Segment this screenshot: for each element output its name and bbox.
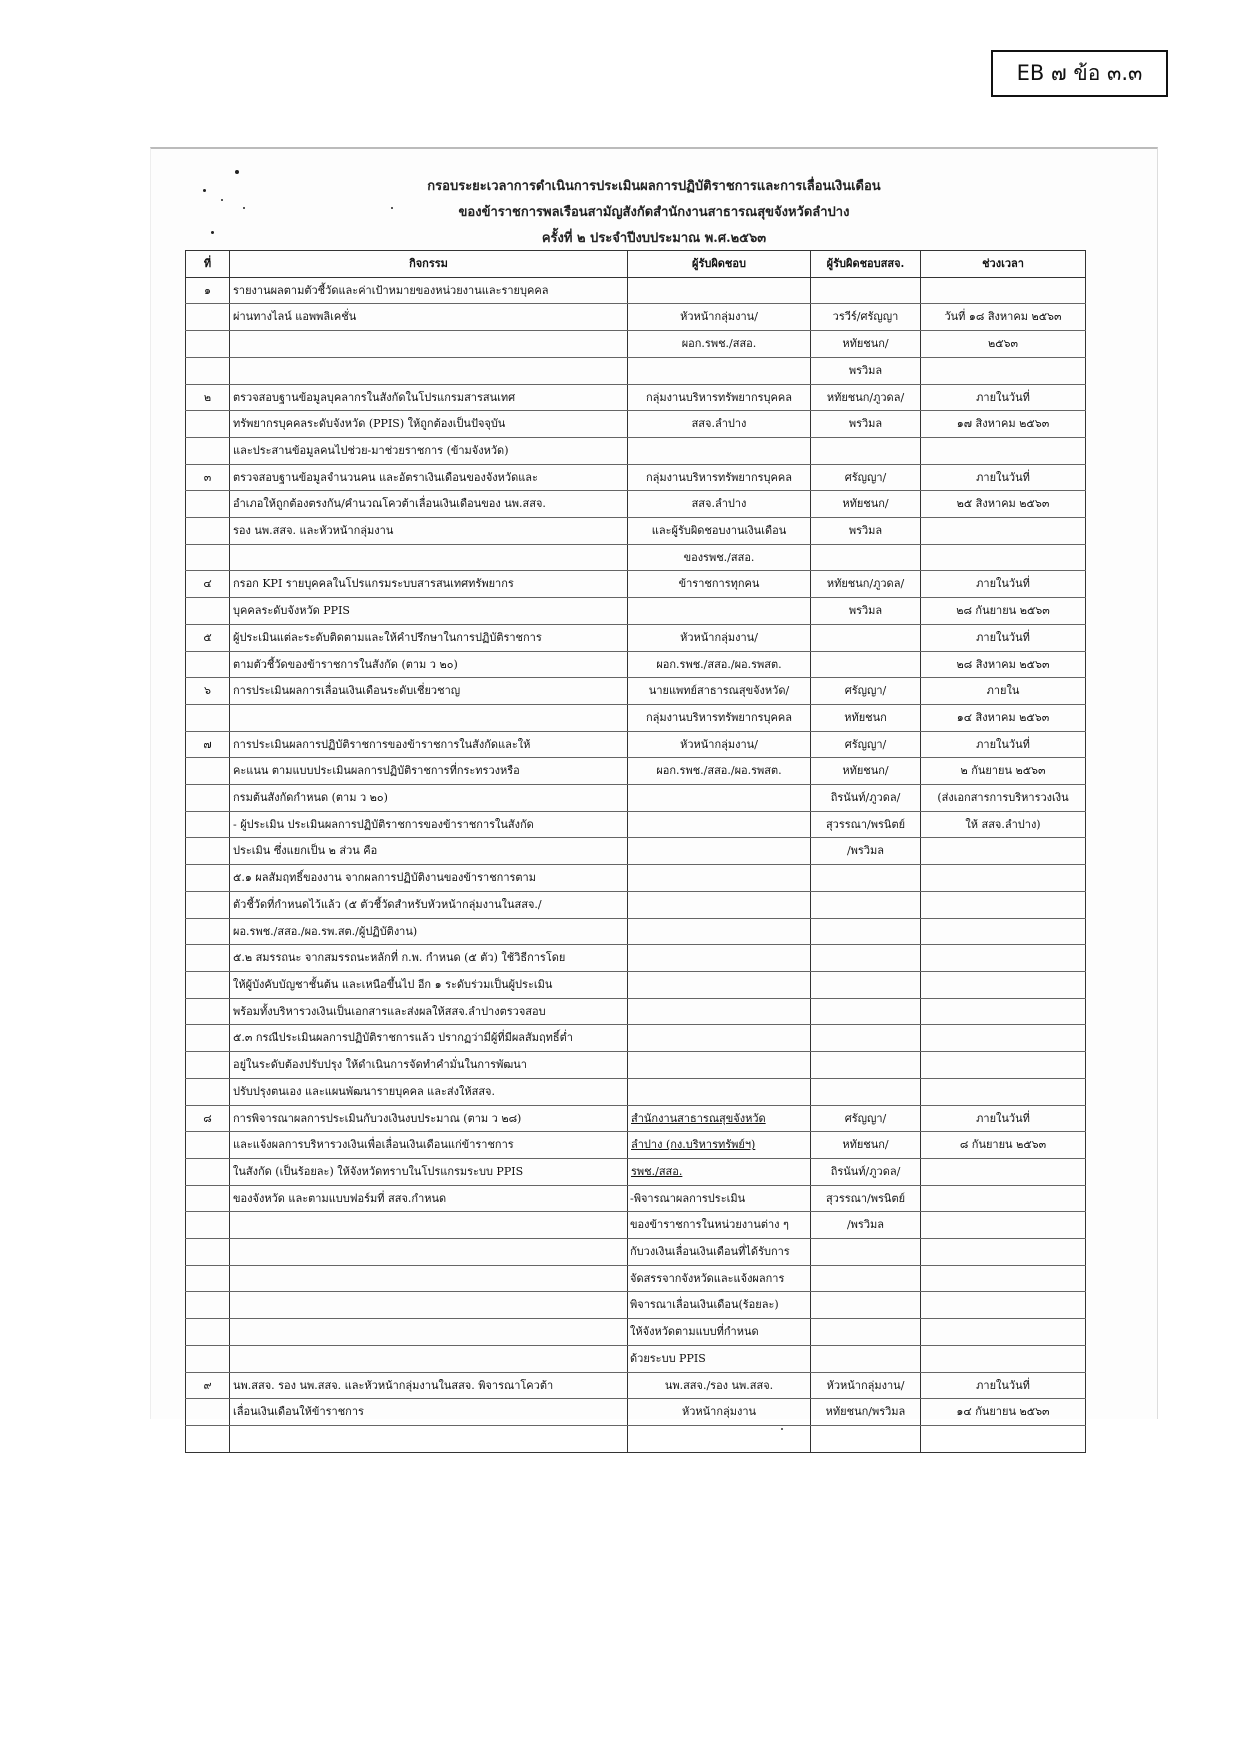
cell-activity: พร้อมทั้งบริหารวงเงินเป็นเอกสารและส่งผลให้สสจ.ลำปางตรวจสอบ bbox=[230, 998, 628, 1025]
cell-activity: รอง นพ.สสจ. และหัวหน้ากลุ่มงาน bbox=[230, 518, 628, 545]
cell-responsible: ผอก.รพช./สสอ./ผอ.รพสต. bbox=[628, 651, 811, 678]
cell-period bbox=[921, 1025, 1086, 1052]
cell-responsible: หัวหน้ากลุ่มงาน/ bbox=[628, 731, 811, 758]
cell-responsible-office: ศรัญญา/ bbox=[811, 1105, 921, 1132]
cell-activity bbox=[230, 331, 628, 358]
cell-period: ๑๔ กันยายน ๒๕๖๓ bbox=[921, 1399, 1086, 1426]
table-row bbox=[186, 1345, 1086, 1372]
cell-responsible-office bbox=[811, 1078, 921, 1105]
cell-no bbox=[186, 1345, 230, 1372]
table-row bbox=[186, 571, 1086, 598]
table-row bbox=[186, 491, 1086, 518]
cell-period: ภายในวันที่ bbox=[921, 1105, 1086, 1132]
table-row bbox=[186, 1292, 1086, 1319]
cell-activity: อำเภอให้ถูกต้องตรงกัน/คำนวณโควต้าเลื่อนเงินเดือนของ นพ.สสจ. bbox=[230, 491, 628, 518]
scan-speck bbox=[243, 207, 245, 209]
cell-period bbox=[921, 1319, 1086, 1346]
cell-activity: และแจ้งผลการบริหารวงเงินเพื่อเลื่อนเงินเดือนแก่ข้าราชการ bbox=[230, 1132, 628, 1159]
table-row bbox=[186, 945, 1086, 972]
cell-responsible-office: สุวรรณา/พรนิตย์ bbox=[811, 1185, 921, 1212]
cell-no bbox=[186, 865, 230, 892]
table-row bbox=[186, 1372, 1086, 1399]
cell-responsible-office: หทัยชนก/ bbox=[811, 331, 921, 358]
cell-responsible-office bbox=[811, 865, 921, 892]
cell-activity: ผ่านทางไลน์ แอพพลิเคชั่น bbox=[230, 304, 628, 331]
table-row bbox=[186, 1239, 1086, 1266]
cell-responsible-office: พรวิมล bbox=[811, 411, 921, 438]
cell-responsible: ลำปาง (กง.บริหารทรัพย์ฯ) bbox=[628, 1132, 811, 1159]
cell-activity: ตรวจสอบฐานข้อมูลบุคลากรในสังกัดในโปรแกรมสารสนเทศ bbox=[230, 384, 628, 411]
cell-responsible: หัวหน้ากลุ่มงาน/ bbox=[628, 624, 811, 651]
cell-activity: ให้ผู้บังคับบัญชาชั้นต้น และเหนือขึ้นไป อีก ๑ ระดับร่วมเป็นผู้ประเมิน bbox=[230, 971, 628, 998]
cell-no bbox=[186, 1265, 230, 1292]
cell-responsible-office bbox=[811, 437, 921, 464]
cell-responsible-office bbox=[811, 651, 921, 678]
cell-period: ๒๘ กันยายน ๒๕๖๓ bbox=[921, 598, 1086, 625]
document-code-label: EB ๗ ข้อ ๓.๓ bbox=[1016, 61, 1143, 85]
cell-responsible-office bbox=[811, 1345, 921, 1372]
scan-speck bbox=[391, 207, 393, 209]
cell-responsible-office: ศรัญญา/ bbox=[811, 464, 921, 491]
table-row bbox=[186, 1399, 1086, 1426]
cell-activity bbox=[230, 1319, 628, 1346]
table-row bbox=[186, 731, 1086, 758]
scan-dot bbox=[781, 1428, 783, 1430]
title-line-3: ครั้งที่ ๒ ประจำปีงบประมาณ พ.ศ.๒๕๖๓ bbox=[541, 231, 767, 246]
cell-responsible: ของข้าราชการในหน่วยงานต่าง ๆ bbox=[628, 1212, 811, 1239]
cell-responsible: หัวหน้ากลุ่มงาน bbox=[628, 1399, 811, 1426]
cell-responsible: ด้วยระบบ PPIS bbox=[628, 1345, 811, 1372]
cell-responsible-office bbox=[811, 1025, 921, 1052]
table-row bbox=[186, 1025, 1086, 1052]
cell-no bbox=[186, 598, 230, 625]
cell-period: ๑๔ สิงหาคม ๒๕๖๓ bbox=[921, 704, 1086, 731]
cell-period: ภายในวันที่ bbox=[921, 464, 1086, 491]
scan-speck bbox=[221, 199, 223, 201]
cell-activity: กรอก KPI รายบุคคลในโปรแกรมระบบสารสนเทศทรัพยากร bbox=[230, 571, 628, 598]
cell-activity: การประเมินผลการปฏิบัติราชการของข้าราชการในสังกัดและให้ bbox=[230, 731, 628, 758]
cell-no bbox=[186, 491, 230, 518]
cell-activity: ประเมิน ซึ่งแยกเป็น ๒ ส่วน คือ bbox=[230, 838, 628, 865]
cell-period bbox=[921, 277, 1086, 304]
cell-responsible bbox=[628, 998, 811, 1025]
cell-no bbox=[186, 518, 230, 545]
col-header-period: ช่วงเวลา bbox=[921, 251, 1086, 278]
cell-responsible: ผอก.รพช./สสอ./ผอ.รพสต. bbox=[628, 758, 811, 785]
cell-responsible-office: หทัยชนก/ภูวดล/ bbox=[811, 571, 921, 598]
table-row bbox=[186, 971, 1086, 998]
cell-responsible: สำนักงานสาธารณสุขจังหวัด bbox=[628, 1105, 811, 1132]
cell-responsible-office: ศรัญญา/ bbox=[811, 731, 921, 758]
cell-no bbox=[186, 971, 230, 998]
cell-activity bbox=[230, 357, 628, 384]
table-row bbox=[186, 918, 1086, 945]
title-line-1: กรอบระยะเวลาการดำเนินการประเมินผลการปฏิบัติราชการและการเลื่อนเงินเดือน bbox=[427, 179, 881, 194]
cell-no bbox=[186, 1319, 230, 1346]
cell-period bbox=[921, 437, 1086, 464]
cell-no: ๒ bbox=[186, 384, 230, 411]
cell-activity: ปรับปรุงตนเอง และแผนพัฒนารายบุคคล และส่งให้สสจ. bbox=[230, 1078, 628, 1105]
cell-responsible-office bbox=[811, 277, 921, 304]
cell-activity: - ผู้ประเมิน ประเมินผลการปฏิบัติราชการของข้าราชการในสังกัด bbox=[230, 811, 628, 838]
cell-responsible-office: หทัยชนก bbox=[811, 704, 921, 731]
cell-responsible bbox=[628, 971, 811, 998]
cell-period bbox=[921, 1212, 1086, 1239]
cell-no bbox=[186, 1078, 230, 1105]
cell-no bbox=[186, 838, 230, 865]
cell-responsible bbox=[628, 918, 811, 945]
cell-period bbox=[921, 544, 1086, 571]
table-body bbox=[186, 277, 1086, 1452]
cell-period: ๒ กันยายน ๒๕๖๓ bbox=[921, 758, 1086, 785]
scan-speck bbox=[235, 170, 239, 174]
table-row bbox=[186, 1158, 1086, 1185]
cell-no bbox=[186, 785, 230, 812]
cell-period: (ส่งเอกสารการบริหารวงเงิน bbox=[921, 785, 1086, 812]
cell-responsible-office bbox=[811, 1319, 921, 1346]
cell-no bbox=[186, 811, 230, 838]
table-row bbox=[186, 651, 1086, 678]
cell-period: ๒๕ สิงหาคม ๒๕๖๓ bbox=[921, 491, 1086, 518]
cell-responsible bbox=[628, 1078, 811, 1105]
cell-activity bbox=[230, 1345, 628, 1372]
cell-no bbox=[186, 1185, 230, 1212]
cell-responsible-office: วรวีร์/ศรัญญา bbox=[811, 304, 921, 331]
cell-responsible bbox=[628, 1025, 811, 1052]
cell-period bbox=[921, 518, 1086, 545]
table-header-row bbox=[186, 251, 1086, 278]
cell-responsible-office: หัวหน้ากลุ่มงาน/ bbox=[811, 1372, 921, 1399]
table-row bbox=[186, 1078, 1086, 1105]
cell-activity bbox=[230, 1425, 628, 1452]
table-row bbox=[186, 1319, 1086, 1346]
cell-no: ๗ bbox=[186, 731, 230, 758]
table-row bbox=[186, 384, 1086, 411]
cell-period: ภายในวันที่ bbox=[921, 571, 1086, 598]
cell-responsible: พิจารณาเลื่อนเงินเดือน(ร้อยละ) bbox=[628, 1292, 811, 1319]
scanned-page bbox=[150, 147, 1158, 1419]
cell-activity: ผอ.รพช./สสอ./ผอ.รพ.สต./ผู้ปฏิบัติงาน) bbox=[230, 918, 628, 945]
cell-responsible-office bbox=[811, 1425, 921, 1452]
cell-responsible bbox=[628, 437, 811, 464]
cell-responsible: กลุ่มงานบริหารทรัพยากรบุคคล bbox=[628, 704, 811, 731]
cell-responsible bbox=[628, 865, 811, 892]
cell-period: ภายใน bbox=[921, 678, 1086, 705]
cell-no: ๖ bbox=[186, 678, 230, 705]
cell-period bbox=[921, 891, 1086, 918]
schedule-table bbox=[185, 250, 1086, 1453]
cell-responsible: ผอก.รพช./สสอ. bbox=[628, 331, 811, 358]
table-row bbox=[186, 1185, 1086, 1212]
cell-responsible-office bbox=[811, 945, 921, 972]
cell-activity: ของจังหวัด และตามแบบฟอร์มที่ สสจ.กำหนด bbox=[230, 1185, 628, 1212]
table-row bbox=[186, 544, 1086, 571]
cell-no bbox=[186, 998, 230, 1025]
cell-responsible bbox=[628, 1052, 811, 1079]
cell-responsible-office bbox=[811, 1052, 921, 1079]
cell-responsible-office: ถิรนันท์/ภูวดล/ bbox=[811, 785, 921, 812]
cell-no bbox=[186, 1292, 230, 1319]
cell-period: ภายในวันที่ bbox=[921, 624, 1086, 651]
title-line-2: ของข้าราชการพลเรือนสามัญสังกัดสำนักงานสาธารณสุขจังหวัดลำปาง bbox=[458, 205, 850, 220]
cell-responsible-office: หทัยชนก/ bbox=[811, 758, 921, 785]
cell-responsible: กลุ่มงานบริหารทรัพยากรบุคคล bbox=[628, 464, 811, 491]
cell-no bbox=[186, 1239, 230, 1266]
cell-responsible-office: ศรัญญา/ bbox=[811, 678, 921, 705]
cell-no bbox=[186, 1158, 230, 1185]
cell-activity: เลื่อนเงินเดือนให้ข้าราชการ bbox=[230, 1399, 628, 1426]
cell-responsible bbox=[628, 598, 811, 625]
cell-no bbox=[186, 1425, 230, 1452]
cell-period bbox=[921, 838, 1086, 865]
cell-responsible-office bbox=[811, 918, 921, 945]
cell-activity: ในสังกัด (เป็นร้อยละ) ให้จังหวัดทราบในโปรแกรมระบบ PPIS bbox=[230, 1158, 628, 1185]
cell-activity: ตรวจสอบฐานข้อมูลจำนวนคน และอัตราเงินเดือนของจังหวัดและ bbox=[230, 464, 628, 491]
cell-no bbox=[186, 704, 230, 731]
cell-period bbox=[921, 1078, 1086, 1105]
cell-period bbox=[921, 1265, 1086, 1292]
cell-responsible-office: หทัยชนก/ bbox=[811, 491, 921, 518]
cell-no bbox=[186, 1399, 230, 1426]
cell-responsible bbox=[628, 357, 811, 384]
cell-responsible-office: หทัยชนก/ bbox=[811, 1132, 921, 1159]
cell-activity bbox=[230, 1239, 628, 1266]
cell-activity bbox=[230, 1212, 628, 1239]
cell-no bbox=[186, 411, 230, 438]
cell-period bbox=[921, 357, 1086, 384]
cell-no bbox=[186, 918, 230, 945]
cell-responsible-office: พรวิมล bbox=[811, 598, 921, 625]
cell-responsible: ของรพช./สสอ. bbox=[628, 544, 811, 571]
cell-activity: นพ.สสจ. รอง นพ.สสจ. และหัวหน้ากลุ่มงานในสสจ. พิจารณาโควต้า bbox=[230, 1372, 628, 1399]
cell-responsible: จัดสรรจากจังหวัดและแจ้งผลการ bbox=[628, 1265, 811, 1292]
table-row bbox=[186, 678, 1086, 705]
cell-responsible-office: ถิรนันท์/ภูวดล/ bbox=[811, 1158, 921, 1185]
cell-responsible-office bbox=[811, 544, 921, 571]
cell-no bbox=[186, 1212, 230, 1239]
scan-speck bbox=[203, 189, 206, 192]
cell-no: ๔ bbox=[186, 571, 230, 598]
cell-no bbox=[186, 331, 230, 358]
cell-period bbox=[921, 945, 1086, 972]
cell-no bbox=[186, 437, 230, 464]
table-row bbox=[186, 811, 1086, 838]
cell-responsible bbox=[628, 785, 811, 812]
cell-responsible bbox=[628, 891, 811, 918]
cell-no bbox=[186, 544, 230, 571]
cell-responsible bbox=[628, 811, 811, 838]
cell-activity: ๕.๑ ผลสัมฤทธิ์ของงาน จากผลการปฏิบัติงานของข้าราชการตาม bbox=[230, 865, 628, 892]
cell-no bbox=[186, 758, 230, 785]
cell-activity: อยู่ในระดับต้องปรับปรุง ให้ดำเนินการจัดทำคำมั่นในการพัฒนา bbox=[230, 1052, 628, 1079]
table-row bbox=[186, 518, 1086, 545]
cell-responsible-office: พรวิมล bbox=[811, 357, 921, 384]
cell-period bbox=[921, 865, 1086, 892]
cell-no: ๘ bbox=[186, 1105, 230, 1132]
cell-period: ๒๕๖๓ bbox=[921, 331, 1086, 358]
cell-responsible bbox=[628, 838, 811, 865]
cell-responsible bbox=[628, 945, 811, 972]
cell-no: ๙ bbox=[186, 1372, 230, 1399]
col-header-activity: กิจกรรม bbox=[230, 251, 628, 278]
table-row bbox=[186, 758, 1086, 785]
cell-responsible-office: /พรวิมล bbox=[811, 838, 921, 865]
cell-activity: และประสานข้อมูลคนไปช่วย-มาช่วยราชการ (ข้ามจังหวัด) bbox=[230, 437, 628, 464]
table-row bbox=[186, 891, 1086, 918]
table-row bbox=[186, 1132, 1086, 1159]
document-code-box bbox=[991, 50, 1168, 97]
scan-speck bbox=[211, 231, 214, 234]
cell-activity: ตัวชี้วัดที่กำหนดไว้แล้ว (๕ ตัวชี้วัดสำหรับหัวหน้ากลุ่มงานในสสจ./ bbox=[230, 891, 628, 918]
table-row bbox=[186, 624, 1086, 651]
table-row bbox=[186, 838, 1086, 865]
cell-responsible: ข้าราชการทุกคน bbox=[628, 571, 811, 598]
table-row bbox=[186, 357, 1086, 384]
cell-responsible: ให้จังหวัดตามแบบที่กำหนด bbox=[628, 1319, 811, 1346]
cell-activity bbox=[230, 544, 628, 571]
cell-responsible-office: หทัยชนก/ภูวดล/ bbox=[811, 384, 921, 411]
table-row bbox=[186, 704, 1086, 731]
table-row bbox=[186, 1425, 1086, 1452]
cell-period bbox=[921, 918, 1086, 945]
cell-no bbox=[186, 357, 230, 384]
cell-responsible bbox=[628, 1425, 811, 1452]
cell-responsible: นพ.สสจ./รอง นพ.สสจ. bbox=[628, 1372, 811, 1399]
cell-responsible: สสจ.ลำปาง bbox=[628, 491, 811, 518]
cell-responsible: สสจ.ลำปาง bbox=[628, 411, 811, 438]
cell-responsible: และผู้รับผิดชอบงานเงินเดือน bbox=[628, 518, 811, 545]
table-row bbox=[186, 1052, 1086, 1079]
table-row bbox=[186, 331, 1086, 358]
cell-responsible: กับวงเงินเลื่อนเงินเดือนที่ได้รับการ bbox=[628, 1239, 811, 1266]
cell-no bbox=[186, 304, 230, 331]
table-row bbox=[186, 1265, 1086, 1292]
cell-period bbox=[921, 1425, 1086, 1452]
cell-responsible-office: /พรวิมล bbox=[811, 1212, 921, 1239]
cell-no: ๑ bbox=[186, 277, 230, 304]
cell-responsible-office: สุวรรณา/พรนิตย์ bbox=[811, 811, 921, 838]
cell-period: ภายในวันที่ bbox=[921, 731, 1086, 758]
col-header-responsible: ผู้รับผิดชอบ bbox=[628, 251, 811, 278]
cell-no bbox=[186, 1052, 230, 1079]
cell-period: ภายในวันที่ bbox=[921, 1372, 1086, 1399]
cell-responsible-office bbox=[811, 624, 921, 651]
cell-responsible-office bbox=[811, 971, 921, 998]
table-row bbox=[186, 1212, 1086, 1239]
cell-activity bbox=[230, 1265, 628, 1292]
cell-responsible: นายแพทย์สาธารณสุขจังหวัด/ bbox=[628, 678, 811, 705]
cell-period: ๒๘ สิงหาคม ๒๕๖๓ bbox=[921, 651, 1086, 678]
cell-responsible-office bbox=[811, 1292, 921, 1319]
table-row bbox=[186, 304, 1086, 331]
cell-responsible: กลุ่มงานบริหารทรัพยากรบุคคล bbox=[628, 384, 811, 411]
cell-activity: ผู้ประเมินแต่ละระดับติดตามและให้คำปรึกษาในการปฏิบัติราชการ bbox=[230, 624, 628, 651]
cell-period: วันที่ ๑๘ สิงหาคม ๒๕๖๓ bbox=[921, 304, 1086, 331]
cell-activity: รายงานผลตามตัวชี้วัดและค่าเป้าหมายของหน่วยงานและรายบุคคล bbox=[230, 277, 628, 304]
cell-responsible: รพช./สสอ. bbox=[628, 1158, 811, 1185]
cell-responsible-office: พรวิมล bbox=[811, 518, 921, 545]
cell-responsible-office bbox=[811, 1265, 921, 1292]
cell-period bbox=[921, 1185, 1086, 1212]
table-row bbox=[186, 277, 1086, 304]
cell-activity bbox=[230, 1292, 628, 1319]
cell-activity: กรมต้นสังกัดกำหนด (ตาม ว ๒๐) bbox=[230, 785, 628, 812]
cell-period: ๑๗ สิงหาคม ๒๕๖๓ bbox=[921, 411, 1086, 438]
cell-no: ๕ bbox=[186, 624, 230, 651]
cell-period bbox=[921, 1158, 1086, 1185]
cell-responsible: -พิจารณาผลการประเมิน bbox=[628, 1185, 811, 1212]
cell-period bbox=[921, 1239, 1086, 1266]
cell-responsible-office bbox=[811, 998, 921, 1025]
cell-activity: ๕.๓ กรณีประเมินผลการปฏิบัติราชการแล้ว ปรากฏว่ามีผู้ที่มีผลสัมฤทธิ์ต่ำ bbox=[230, 1025, 628, 1052]
cell-period bbox=[921, 998, 1086, 1025]
cell-activity: ตามตัวชี้วัดของข้าราชการในสังกัด (ตาม ว ๒๐) bbox=[230, 651, 628, 678]
cell-no bbox=[186, 945, 230, 972]
cell-no bbox=[186, 891, 230, 918]
cell-responsible-office: หทัยชนก/พรวิมล bbox=[811, 1399, 921, 1426]
cell-no bbox=[186, 1025, 230, 1052]
table-row bbox=[186, 598, 1086, 625]
table-row bbox=[186, 1105, 1086, 1132]
table-row bbox=[186, 464, 1086, 491]
cell-period: ๘ กันยายน ๒๕๖๓ bbox=[921, 1132, 1086, 1159]
cell-activity: การประเมินผลการเลื่อนเงินเดือนระดับเชี่ยวชาญ bbox=[230, 678, 628, 705]
table-row bbox=[186, 998, 1086, 1025]
cell-responsible-office bbox=[811, 1239, 921, 1266]
cell-activity: ทรัพยากรบุคคลระดับจังหวัด (PPIS) ให้ถูกต้องเป็นปัจจุบัน bbox=[230, 411, 628, 438]
cell-activity: การพิจารณาผลการประเมินกับวงเงินงบประมาณ (ตาม ว ๒๘) bbox=[230, 1105, 628, 1132]
cell-period bbox=[921, 1052, 1086, 1079]
cell-no bbox=[186, 1132, 230, 1159]
cell-period: ให้ สสจ.ลำปาง) bbox=[921, 811, 1086, 838]
table-row bbox=[186, 785, 1086, 812]
table-row bbox=[186, 411, 1086, 438]
cell-activity: บุคคลระดับจังหวัด PPIS bbox=[230, 598, 628, 625]
cell-responsible bbox=[628, 277, 811, 304]
col-header-responsible-office: ผู้รับผิดชอบสสจ. bbox=[811, 251, 921, 278]
cell-responsible-office bbox=[811, 891, 921, 918]
cell-period bbox=[921, 971, 1086, 998]
table-row bbox=[186, 865, 1086, 892]
cell-activity: ๕.๒ สมรรถนะ จากสมรรถนะหลักที่ ก.พ. กำหนด (๕ ตัว) ใช้วิธีการโดย bbox=[230, 945, 628, 972]
col-header-no: ที่ bbox=[186, 251, 230, 278]
cell-activity: คะแนน ตามแบบประเมินผลการปฏิบัติราชการที่กระทรวงหรือ bbox=[230, 758, 628, 785]
cell-no: ๓ bbox=[186, 464, 230, 491]
table-row bbox=[186, 437, 1086, 464]
cell-period bbox=[921, 1292, 1086, 1319]
cell-period bbox=[921, 1345, 1086, 1372]
cell-no bbox=[186, 651, 230, 678]
cell-responsible: หัวหน้ากลุ่มงาน/ bbox=[628, 304, 811, 331]
cell-activity bbox=[230, 704, 628, 731]
cell-period: ภายในวันที่ bbox=[921, 384, 1086, 411]
